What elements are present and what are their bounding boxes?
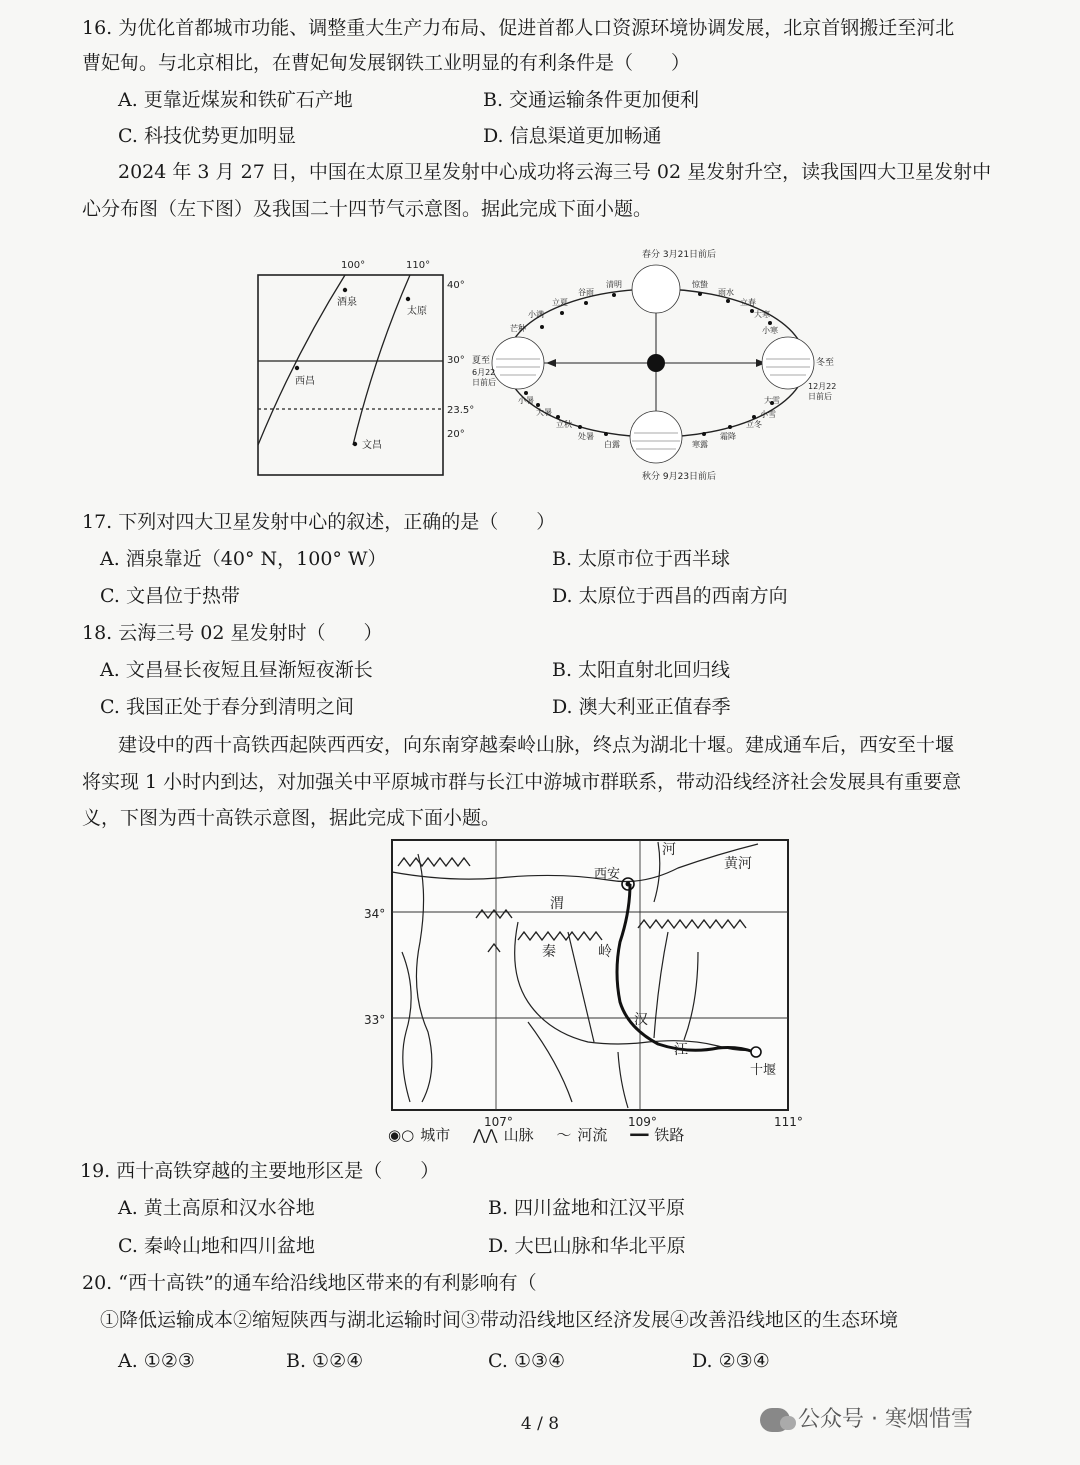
earth-spring-icon	[632, 265, 680, 313]
map-legend	[388, 1124, 690, 1145]
term-lichun: 立春	[740, 298, 756, 307]
q17-option-c: C. 文昌位于热带	[100, 585, 240, 607]
lat-label-33: 33°	[364, 1013, 386, 1027]
q20-option-a: A. ①②③	[118, 1350, 195, 1372]
q20-items: ①降低运输成本②缩短陕西与湖北运输时间③带动沿线地区经济发展④改善沿线地区的生态环境	[100, 1309, 899, 1331]
winter-solstice-date: 12月22	[808, 382, 837, 391]
city-dot-wenchang	[353, 442, 357, 446]
term-bailu: 白露	[604, 440, 620, 449]
lon-label-107: 107°	[484, 1115, 513, 1129]
place-yellow-river: 黄河	[724, 856, 752, 872]
q19-option-b: B. 四川盆地和江汉平原	[488, 1197, 686, 1219]
term-shuangjiang: 霜降	[720, 432, 736, 441]
earth-autumn-icon	[630, 411, 682, 463]
term-xiaoshu: 小暑	[518, 396, 534, 405]
city-label-jiuquan: 酒泉	[337, 297, 357, 308]
q18-option-b: B. 太阳直射北回归线	[552, 659, 731, 681]
legend-railway: 铁路	[654, 1126, 685, 1144]
summer-solstice-date2: 日前后	[472, 378, 496, 387]
q20-option-d: D. ②③④	[692, 1350, 770, 1372]
q20-stem: 20. “西十高铁”的通车给沿线地区带来的有利影响有（	[82, 1272, 537, 1294]
city-dot-taiyuan	[406, 297, 410, 301]
term-mangzhong: 芒种	[510, 324, 526, 333]
q19-option-d: D. 大巴山脉和华北平原	[488, 1235, 686, 1257]
term-dahan: 大寒	[754, 310, 770, 319]
river-legend-icon: 〜	[556, 1126, 572, 1144]
mountain-legend-icon: ⋀⋀	[472, 1126, 498, 1144]
summer-solstice-label: 夏至	[472, 356, 491, 366]
intro2-line1: 建设中的西十高铁西起陕西西安，向东南穿越秦岭山脉，终点为湖北十堰。建成通车后，西安至十堰	[118, 734, 955, 756]
autumn-equinox-label: 秋分 9月23日前后	[642, 472, 717, 482]
q18-option-c: C. 我国正处于春分到清明之间	[100, 696, 354, 718]
city-label-wenchang: 文昌	[362, 440, 382, 451]
wechat-icon	[760, 1408, 790, 1432]
term-guyu: 谷雨	[578, 288, 594, 297]
q16-option-c: C. 科技优势更加明显	[118, 125, 296, 147]
city-shiyan-icon	[751, 1047, 761, 1057]
term-lidong: 立冬	[746, 420, 762, 429]
place-he: 河	[662, 842, 676, 858]
watermark	[760, 1402, 973, 1433]
lat-label-40: 40°	[447, 280, 465, 291]
q19-option-a: A. 黄土高原和汉水谷地	[118, 1197, 315, 1219]
place-ling: 岭	[598, 944, 612, 960]
term-xiaoxue: 小雪	[760, 410, 776, 419]
term-qingming: 清明	[606, 280, 622, 289]
lat-label-30: 30°	[447, 355, 465, 366]
city-dot-jiuquan	[343, 288, 347, 292]
q17-option-a: A. 酒泉靠近（40° N，100° W）	[100, 548, 387, 570]
lon-label-111: 111°	[774, 1115, 803, 1129]
q16-option-a: A. 更靠近煤炭和铁矿石产地	[118, 89, 353, 111]
q16-stem-line1: 16. 为优化首都城市功能、调整重大生产力布局、促进首都人口资源环境协调发展，北京首钢搬迁至河北	[82, 17, 955, 39]
q20-option-b: B. ①②④	[286, 1350, 364, 1372]
summer-solstice-date: 6月22	[472, 368, 496, 377]
intro1-line2: 心分布图（左下图）及我国二十四节气示意图。据此完成下面小题。	[82, 198, 653, 220]
term-xiaoman: 小满	[528, 310, 544, 319]
city-label-taiyuan: 太原	[407, 306, 427, 317]
term-liqiu: 立秋	[556, 420, 572, 429]
q17-option-b: B. 太原市位于西半球	[552, 548, 731, 570]
q20-option-c: C. ①③④	[488, 1350, 566, 1372]
q16-option-b: B. 交通运输条件更加便利	[483, 89, 700, 111]
sun-icon	[647, 354, 665, 372]
term-jingzhe: 惊蛰	[692, 280, 708, 289]
q16-stem-line2: 曹妃甸。与北京相比，在曹妃甸发展钢铁工业明显的有利条件是（ ）	[82, 52, 691, 74]
place-han: 汉	[634, 1012, 648, 1028]
q18-option-d: D. 澳大利亚正值春季	[552, 696, 731, 718]
railway-map	[358, 832, 803, 1132]
term-chushu: 处暑	[578, 432, 594, 441]
city-label-xichang: 西昌	[295, 376, 315, 387]
watermark-text: 公众号 · 寒烟惜雪	[798, 1407, 973, 1432]
place-shiyan: 十堰	[750, 1063, 777, 1078]
place-xian: 西安	[594, 867, 621, 882]
place-wei: 渭	[550, 896, 564, 912]
term-dashu: 大暑	[536, 408, 552, 417]
launch-center-map	[255, 255, 485, 485]
solar-terms-diagram	[466, 243, 846, 483]
term-lixia: 立夏	[552, 298, 568, 307]
railway-legend-icon: ━━	[630, 1126, 649, 1144]
place-qin: 秦	[542, 944, 556, 960]
legend-city: 城市	[420, 1126, 451, 1144]
intro1-line1: 2024 年 3 月 27 日，中国在太原卫星发射中心成功将云海三号 02 星发射升空，读我国四大卫星发射中	[118, 161, 992, 183]
q18-stem: 18. 云海三号 02 星发射时（ ）	[82, 622, 383, 644]
earth-summer-icon	[492, 337, 544, 389]
lat-label-34: 34°	[364, 907, 386, 921]
intro2-line2: 将实现 1 小时内到达，对加强关中平原城市群与长江中游城市群联系，带动沿线经济社会发展具有重要意	[82, 771, 962, 793]
city-dot-xichang	[295, 366, 299, 370]
spring-equinox-label: 春分 3月21日前后	[642, 250, 717, 260]
q19-stem: 19. 西十高铁穿越的主要地形区是（ ）	[80, 1160, 440, 1182]
lat-label-23-5: 23.5°	[447, 405, 475, 416]
term-yushui: 雨水	[718, 288, 734, 297]
q16-option-d: D. 信息渠道更加畅通	[483, 125, 662, 147]
page-number: 4 / 8	[520, 1414, 560, 1434]
legend-mountain: 山脉	[503, 1126, 534, 1144]
q17-stem: 17. 下列对四大卫星发射中心的叙述，正确的是（ ）	[82, 511, 556, 533]
q17-option-d: D. 太原位于西昌的西南方向	[552, 585, 788, 607]
intro2-line3: 义，下图为西十高铁示意图，据此完成下面小题。	[82, 807, 501, 829]
lon-label-100: 100°	[341, 260, 366, 271]
q19-option-c: C. 秦岭山地和四川盆地	[118, 1235, 315, 1257]
place-jiang: 江	[674, 1042, 688, 1058]
earth-winter-icon	[762, 337, 814, 389]
lon-label-110: 110°	[406, 260, 431, 271]
lat-label-20: 20°	[447, 429, 465, 440]
term-daxue: 大雪	[764, 396, 780, 405]
term-xiaohan: 小寒	[762, 326, 778, 335]
legend-river: 河流	[577, 1126, 608, 1144]
city-legend-icon: ◉○	[388, 1126, 415, 1144]
winter-solstice-label: 冬至	[816, 358, 835, 368]
q18-option-a: A. 文昌昼长夜短且昼渐短夜渐长	[100, 659, 373, 681]
term-hanlu: 寒露	[692, 440, 708, 449]
lon-label-109: 109°	[628, 1115, 657, 1129]
winter-solstice-date2: 日前后	[808, 392, 832, 401]
